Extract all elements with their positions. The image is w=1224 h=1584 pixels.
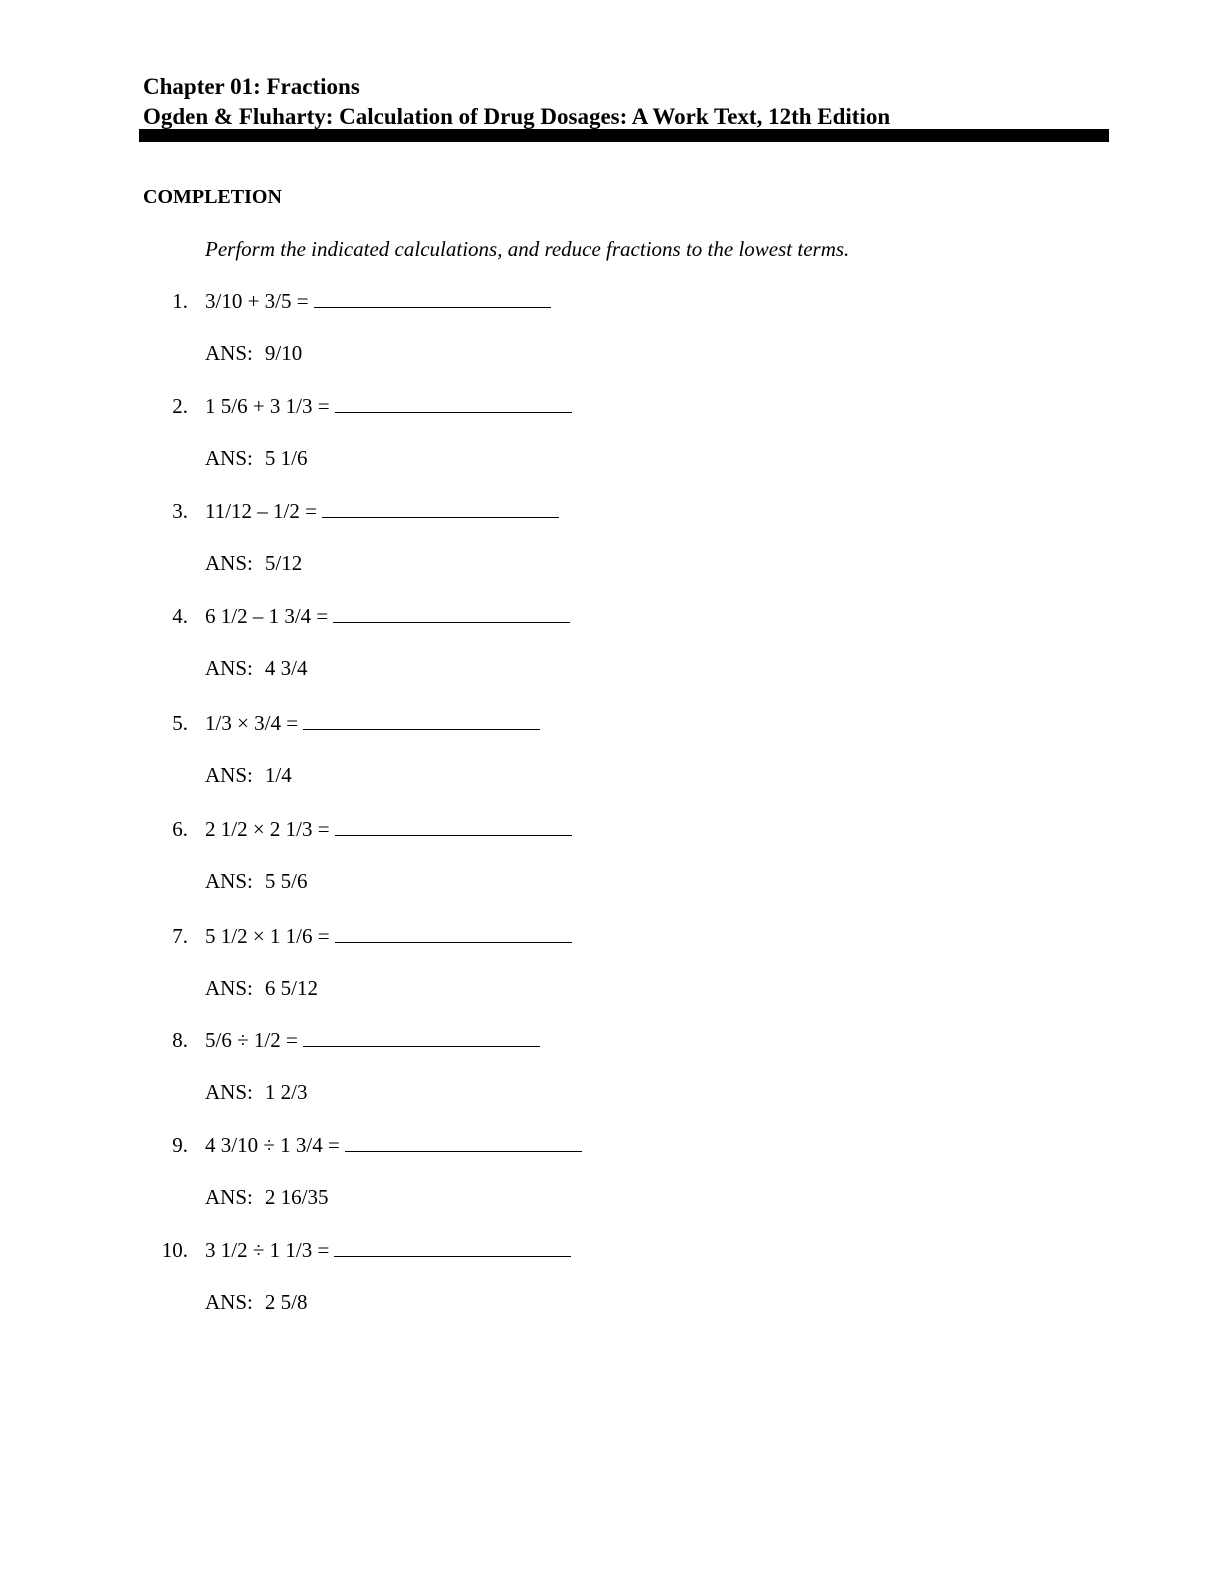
answer-label: ANS: [205,1185,253,1209]
answer-value: 1/4 [264,763,292,787]
question-problem: 1 5/6 + 3 1/3 = [205,394,330,418]
answer-value: 5/12 [264,551,303,575]
answer-value: 5 5/6 [264,869,308,893]
question-problem: 2 1/2 × 2 1/3 = [205,817,330,841]
question-number: 8. [172,1028,188,1052]
question-item [0,496,1224,596]
answer-value: 9/10 [264,341,303,365]
answer-line [205,653,307,683]
answer-value: 1 2/3 [264,1080,308,1104]
question-number: 6. [172,817,188,841]
answer-label: ANS: [205,446,253,470]
header-rule [139,129,1109,142]
question-problem: 6 1/2 – 1 3/4 = [205,604,329,628]
answer-blank[interactable] [322,497,559,518]
question-item [0,601,1224,701]
question-item [0,814,1224,914]
question-problem: 3 1/2 ÷ 1 1/3 = [205,1238,330,1262]
answer-label: ANS: [205,1080,253,1104]
answer-label: ANS: [205,551,253,575]
question-problem: 1/3 × 3/4 = [205,711,299,735]
question-problem: 11/12 – 1/2 = [205,499,317,523]
question-number: 7. [172,924,188,948]
answer-line [205,1287,307,1317]
book-title: Ogden & Fluharty: Calculation of Drug Dosages: A Work Text, 12th Edition [143,104,891,129]
answer-value: 4 3/4 [264,656,308,680]
answer-label: ANS: [205,976,253,1000]
answer-line [205,1182,328,1212]
answer-label: ANS: [205,869,253,893]
chapter-title: Chapter 01: Fractions [143,74,360,99]
answer-value: 2 16/35 [264,1185,329,1209]
answer-label: ANS: [205,656,253,680]
question-item [0,921,1224,1021]
answer-line [205,760,292,790]
answer-blank[interactable] [333,602,570,623]
question-problem: 5/6 ÷ 1/2 = [205,1028,298,1052]
answer-blank[interactable] [335,815,572,836]
question-number: 5. [172,711,188,735]
answer-blank[interactable] [314,287,551,308]
answer-value: 2 5/8 [264,1290,308,1314]
question-item [0,1130,1224,1230]
question-number: 10. [161,1238,188,1262]
answer-line [205,443,307,473]
answer-blank[interactable] [303,1026,540,1047]
question-number: 9. [172,1133,188,1157]
answer-line [205,548,302,578]
page-header [143,72,1109,132]
answer-label: ANS: [205,341,253,365]
answer-line [205,338,302,368]
answer-blank[interactable] [335,392,572,413]
answer-line [205,973,318,1003]
answer-line [205,866,307,896]
question-item [0,1025,1224,1125]
question-number: 2. [172,394,188,418]
answer-blank[interactable] [345,1131,582,1152]
question-item [0,286,1224,386]
question-number: 1. [172,289,188,313]
question-item [0,708,1224,808]
answer-label: ANS: [205,763,253,787]
question-number: 4. [172,604,188,628]
section-title: COMPLETION [143,186,282,208]
answer-value: 5 1/6 [264,446,308,470]
question-item [0,391,1224,491]
answer-blank[interactable] [334,1236,571,1257]
answer-label: ANS: [205,1290,253,1314]
question-item [0,1235,1224,1335]
question-problem: 4 3/10 ÷ 1 3/4 = [205,1133,340,1157]
answer-line [205,1077,307,1107]
instructions: Perform the indicated calculations, and reduce fractions to the lowest terms. [205,237,850,261]
answer-value: 6 5/12 [264,976,318,1000]
question-problem: 3/10 + 3/5 = [205,289,309,313]
answer-blank[interactable] [303,709,540,730]
answer-blank[interactable] [335,922,572,943]
question-number: 3. [172,499,188,523]
question-problem: 5 1/2 × 1 1/6 = [205,924,330,948]
